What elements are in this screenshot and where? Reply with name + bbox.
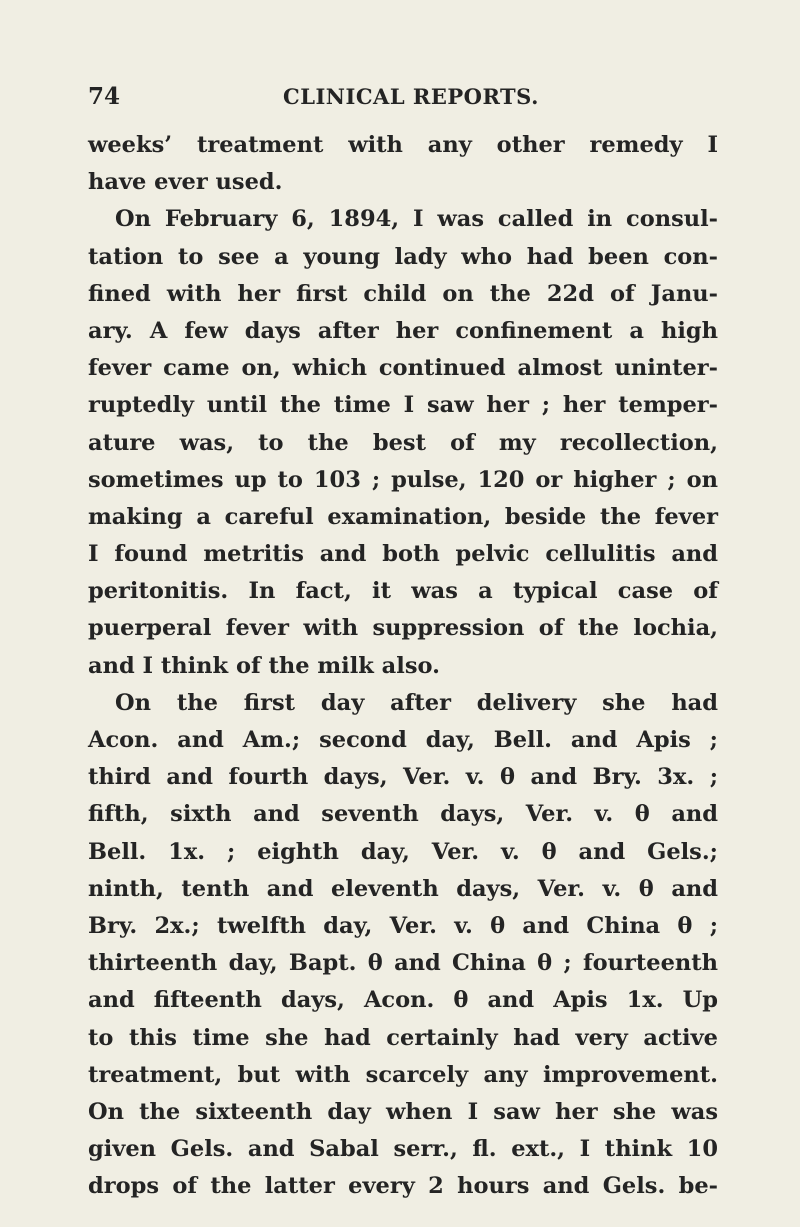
text-line: and fifteenth days, Acon. θ and Apis 1x. Up [88,987,718,1014]
text-line: third and fourth days, Ver. v. θ and Bry. 3x. ; [88,764,718,791]
text-line: sometimes up to 103 ; pulse, 120 or higher ; on [88,466,718,493]
text-line: Bry. 2x.; twelfth day, Ver. v. θ and China θ ; [88,912,718,939]
text-line: weeks’ treatment with any other remedy I [88,132,718,158]
text-line: fifth, sixth and seventh days, Ver. v. θ and [88,801,718,828]
text-line: On the sixteenth day when I saw her she was [88,1098,718,1125]
text-line: Bell. 1x. ; eighth day, Ver. v. θ and Gels.; [88,838,718,865]
text-line: given Gels. and Sabal serr., fl. ext., I think 10 [88,1136,718,1163]
text-line: fever came on, which continued almost uninter- [88,355,718,382]
text-line: On the first day after delivery she had [115,689,718,716]
text-line: ninth, tenth and eleventh days, Ver. v. θ and [88,875,718,902]
body-text [88,127,718,1205]
text-line: ary. A few days after her confinement a high [88,317,718,344]
text-line: drops of the latter every 2 hours and Gels. be- [88,1173,718,1200]
text-line: fined with her first child on the 22d of Janu- [88,280,718,307]
text-line: thirteenth day, Bapt. θ and China θ ; fourteenth [88,950,718,977]
running-head: CLINICAL REPORTS. [283,84,539,109]
text-line: peritonitis. In fact, it was a typical case of [88,578,718,605]
text-line: tation to see a young lady who had been con- [88,243,718,270]
text-line: On February 6, 1894, I was called in consul- [115,206,718,233]
text-line: puerperal fever with suppression of the lochia, [88,615,718,642]
text-line: ruptedly until the time I saw her ; her temper- [88,392,718,419]
text-line: ature was, to the best of my recollection, [88,429,718,456]
text-line: treatment, but with scarcely any improvement. [88,1061,718,1088]
text-line: making a careful examination, beside the fever [88,503,718,530]
page-number: 74 [88,83,121,110]
text-line: have ever used. [88,169,283,196]
text-line: to this time she had certainly had very active [88,1024,718,1051]
text-line: Acon. and Am.; second day, Bell. and Apis ; [88,727,718,753]
page-header [88,80,718,114]
text-line: and I think of the milk also. [88,652,440,679]
text-line: I found metritis and both pelvic cellulitis and [88,541,718,568]
